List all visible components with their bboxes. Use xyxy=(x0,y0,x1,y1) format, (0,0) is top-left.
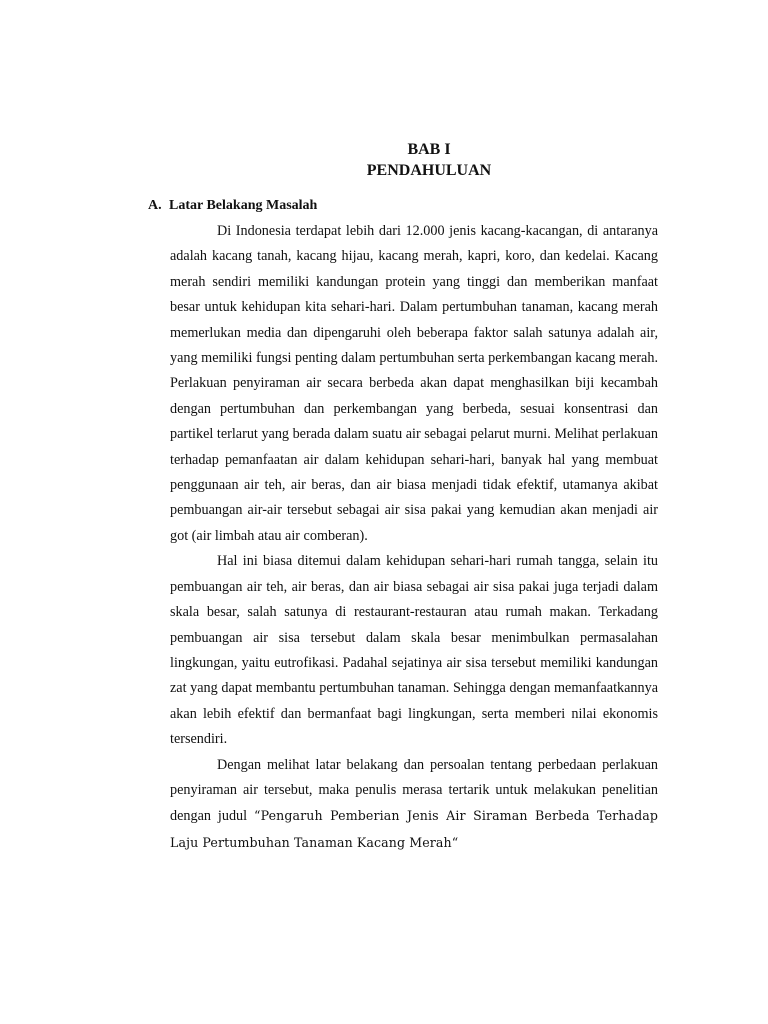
section-letter: A. xyxy=(148,198,162,213)
research-title: “Pengaruh Pemberian Jenis Air Siraman Berbeda Terhadap Laju Pertumbuhan Tanaman Kacang Merah“ xyxy=(170,808,658,850)
chapter-heading xyxy=(0,139,768,181)
section-heading xyxy=(148,196,317,216)
body-text xyxy=(170,219,658,856)
paragraph-3-lead: Dengan melihat latar belakang dan persoalan tentang perbedaan perlakuan penyiraman air tersebut, maka penulis merasa tertarik untuk melakukan penelitian dengan judul xyxy=(170,756,658,825)
chapter-title: PENDAHULUAN xyxy=(366,162,492,179)
paragraph-1: Di Indonesia terdapat lebih dari 12.000 jenis kacang-kacangan, di antaranya adalah kacang tanah, kacang hijau, kacang merah, kapri, koro, dan kedelai. Kacang merah sendiri memiliki kandungan protein yang tinggi dan memberikan manfaat besar untuk kehidupan kita sehari-hari. Dalam pertumbuhan tanaman, kacang merah memerlukan media dan dipengaruhi oleh beberapa faktor salah satunya adalah air, yang memiliki fungsi penting dalam pertumbuhan serta perkembangan kacang merah. Perlakuan penyiraman air secara berbeda akan dapat menghasilkan biji kecambah dengan pertumbuhan dan perkembangan yang berbeda, sesuai konsentrasi dan partikel terlarut yang berada dalam suatu air sebagai pelarut murni. Melihat perlakuan terhadap pemanfaatan air dalam kehidupan sehari-hari, banyak hal yang membuat penggunaan air teh, air beras, dan air biasa menjadi tidak efektif, utamanya akibat pembuangan air-air tersebut sebagai air sisa pakai yang kemudian akan menjadi air got (air limbah atau air comberan). xyxy=(170,223,658,544)
section-title: Latar Belakang Masalah xyxy=(169,198,318,213)
paragraph-2: Hal ini biasa ditemui dalam kehidupan sehari-hari rumah tangga, selain itu pembuangan air teh, air beras, dan air biasa sebagai air sisa pakai juga terjadi dalam skala besar, salah satunya di restaurant-restauran atau rumah makan. Terkadang pembuangan air sisa tersebut dalam skala besar menimbulkan permasalahan lingkungan, yaitu eutrofikasi. Padahal sejatinya air sisa tersebut memiliki kandungan zat yang dapat membantu pertumbuhan tanaman. Sehingga dengan memanfaatkannya akan lebih efektif dan bermanfaat bagi lingkungan, serta memberi nilai ekonomis tersendiri. xyxy=(170,553,658,748)
chapter-label: BAB I xyxy=(407,141,451,158)
paragraph-3 xyxy=(170,753,658,857)
